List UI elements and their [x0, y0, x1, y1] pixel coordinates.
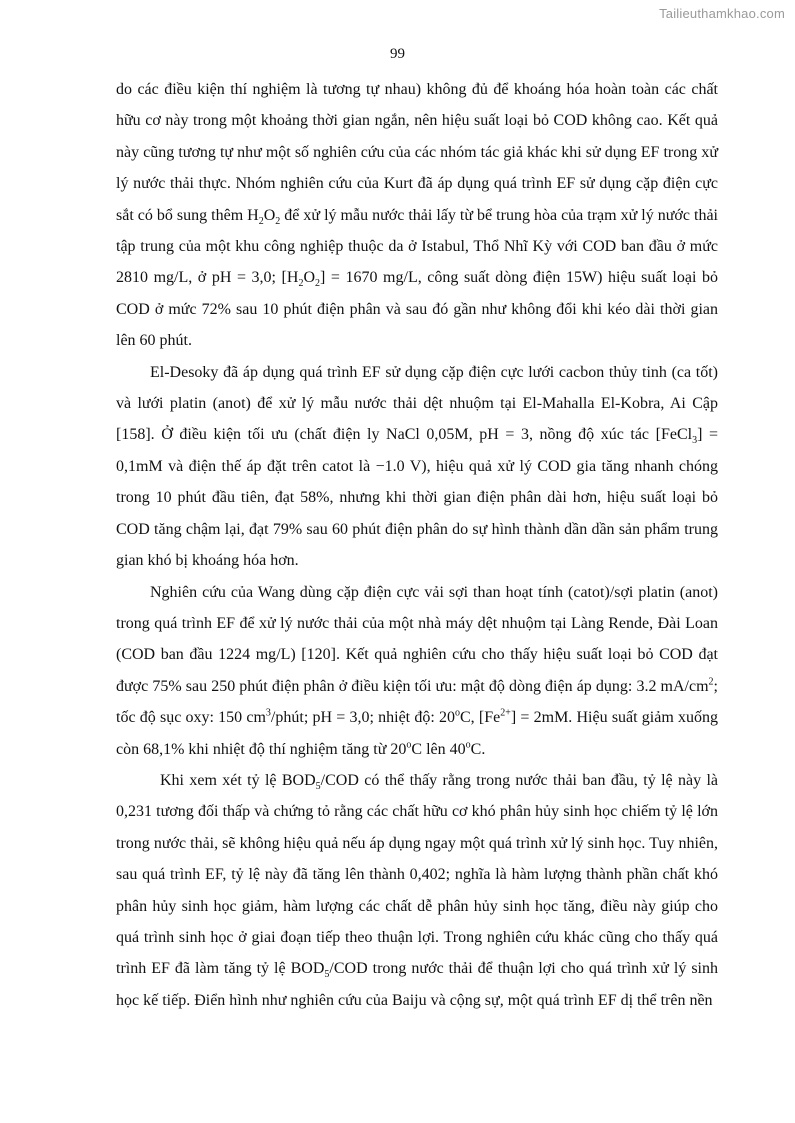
watermark-text: Tailieuthamkhao.com [659, 6, 785, 21]
paragraph-2: El-Desoky đã áp dụng quá trình EF sử dụng cặp điện cực lưới cacbon thủy tinh (ca tốt) và lưới platin (anot) để xử lý mẫu nước thải dệt nhuộm tại El-Mahalla El-Kobra, Ai Cập [158]. Ở điều kiện tối ưu (chất điện ly NaCl 0,05M, pH = 3, nồng độ xúc tác [FeCl$_3$] = 0,1mM và điện thế áp đặt trên catot là −1.0 V), hiệu quả xử lý COD gia tăng nhanh chóng trong 10 phút đầu tiên, đạt 58%, nhưng khi thời gian điện phân dài hơn, hiệu suất loại bỏ COD tăng chậm lại, đạt 79% sau 60 phút điện phân do sự hình thành dần dần sản phẩm trung gian khó bị khoáng hóa hơn. [116, 363, 718, 570]
paragraph-4: Khi xem xét tỷ lệ $BOD_5$/COD có thể thấy rằng trong nước thải ban đầu, tỷ lệ này là 0,231 tương đối thấp và chứng tỏ rằng các chất hữu cơ khó phân hủy sinh học chiếm tỷ lệ lớn trong nước thải, sẽ không hiệu quả nếu áp dụng ngay một quá trình xử lý sinh học. Tuy nhiên, sau quá trình EF, tỷ lệ này đã tăng lên thành 0,402; nghĩa là hàm lượng thành phần chất khó phân hủy sinh học giảm, hàm lượng các chất dễ phân hủy sinh học tăng, điều này giúp cho quá trình sinh học ở giai đoạn tiếp theo thuận lợi. Trong nghiên cứu khác cũng cho thấy quá trình EF đã làm tăng tỷ lệ $BOD_5$/COD trong nước thải để thuận lợi cho quá trình xử lý sinh học kế tiếp. Điển hình như nghiên cứu của Baiju và cộng sự, một quá trình EF dị thể trên nền [116, 771, 719, 1009]
paragraph-3: Nghiên cứu của Wang dùng cặp điện cực vải sợi than hoạt tính (catot)/sợi platin (anot) trong quá trình EF để xử lý nước thải của một nhà máy dệt nhuộm tại Làng Rende, Đài Loan (COD ban đầu 1224 mg/L) [120]. Kết quả nghiên cứu cho thấy hiệu suất loại bỏ COD đạt được 75% sau 250 phút điện phân ở điều kiện tối ưu: mật độ dòng điện áp dụng: 3.2 $mA/cm^2$; tốc độ sục oxy: 150 $cm^3$/phút; pH = 3,0; nhiệt độ: 20$^o$C, $[Fe^{2+}] = 2mM$. Hiệu suất giảm xuống còn 68,1% khi nhiệt độ thí nghiệm tăng từ 20$^o$C lên 40$^o$C. [116, 583, 718, 758]
page-number: 99 [390, 46, 405, 62]
paragraph-1: do các điều kiện thí nghiệm là tương tự nhau) không đủ để khoáng hóa hoàn toàn các chất hữu cơ này trong một khoảng thời gian ngắn, nên hiệu suất loại bỏ COD không cao. Kết quả này cũng tương tự như một số nghiên cứu của các nhóm tác giả khác khi sử dụng EF trong xử lý nước thải thực. Nhóm nghiên cứu của Kurt đã áp dụng quá trình EF sử dụng cặp điện cực sắt có bổ sung thêm $H_2O_2$ để xử lý mẫu nước thải lấy từ bể trung hòa của trạm xử lý nước thải tập trung của một khu công nghiệp thuộc da ở Istabul, Thổ Nhĩ Kỳ với COD ban đầu ở mức 2810 mg/L, ở pH = 3,0; $[H_2O_2] = 1670$ mg/L, công suất dòng điện 15W) hiệu suất loại bỏ COD ở mức 72% sau 10 phút điện phân và sau đó gần như không đổi khi kéo dài thời gian lên 60 phút. [116, 81, 718, 350]
document-body [116, 74, 718, 1016]
